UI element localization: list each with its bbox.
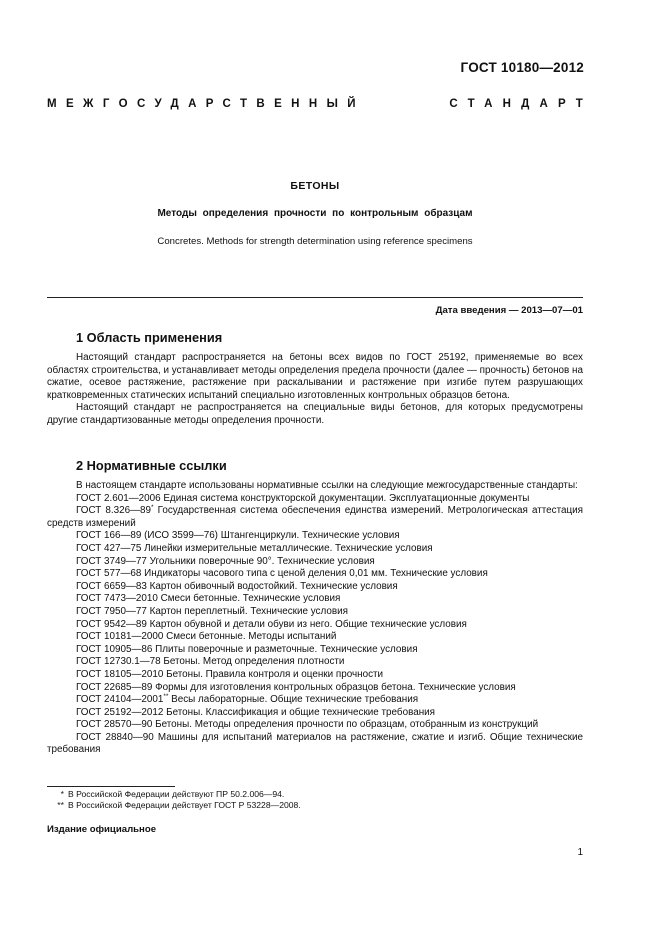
footnote [47, 789, 583, 800]
reference-code: ГОСТ 24104—2001 [76, 694, 164, 706]
footnote-mark: * [60, 789, 64, 799]
reference-item: ГОСТ 10905—86 Плиты поверочные и разметочные. Технические условия [76, 643, 418, 655]
footnote-divider [47, 786, 175, 787]
reference-title: Государственная система обеспечения единства измерений. Метрологическая аттестация средств измерений [47, 505, 584, 529]
reference-code: ГОСТ 8.326—89 [76, 505, 151, 517]
paragraph: Настоящий стандарт распространяется на бетоны всех видов по ГОСТ 25192, применяемые во всех областях строительства, и устанавливает методы определения предела прочности (далее — прочность) бетонов на сжатие, осевое растяжение, растяжение при раскалывании и растяжение при изгибе путем разрушающих кратковременных статических испытаний специально изготовленных контрольных образцов бетона. [47, 352, 583, 401]
footnote [47, 800, 583, 811]
reference-item: ГОСТ 166—89 (ИСО 3599—76) Штангенциркули. Технические условия [76, 530, 400, 542]
footnotes [47, 789, 583, 811]
interstate-word: МЕЖГОСУДАРСТВЕННЫЙ [47, 98, 365, 110]
reference-item: ГОСТ 22685—89 Формы для изготовления контрольных образцов бетона. Технические условия [76, 681, 516, 693]
section-scope [47, 330, 583, 428]
reference-item: ГОСТ 10181—2000 Смеси бетонные. Методы испытаний [76, 631, 337, 643]
official-edition-label: Издание официальное [47, 824, 157, 835]
footnote-text: В Российской Федерации действует ГОСТ Р 53228—2008. [68, 800, 301, 810]
reference-item: ГОСТ 427—75 Линейки измерительные металлические. Технические условия [76, 542, 433, 554]
interstate-standard-banner [47, 98, 593, 110]
standard-word: СТАНДАРТ [449, 98, 593, 110]
reference-item: ГОСТ 25192—2012 Бетоны. Классификация и общие технические требования [76, 706, 436, 718]
introduction-date: Дата введения — 2013—07—01 [435, 305, 583, 316]
reference-item: ГОСТ 2.601—2006 Единая система конструкторской документации. Эксплуатационные документы [76, 492, 530, 504]
reference-item: ГОСТ 28570—90 Бетоны. Методы определения прочности по образцам, отобранным из конструкций [76, 719, 539, 731]
section-heading: 2 Нормативные ссылки [76, 458, 227, 473]
reference-item: ГОСТ 3749—77 Угольники поверочные 90°. Технические условия [76, 555, 375, 567]
footnote-text: В Российской Федерации действуют ПР 50.2.006—94. [68, 789, 285, 799]
section-normative-references [47, 458, 583, 757]
english-title: Concretes. Methods for strength determination using reference specimens [157, 236, 473, 247]
reference-item: ГОСТ 9542—89 Картон обувной и детали обуви из него. Общие технические условия [76, 618, 467, 630]
footnote-mark: ** [163, 693, 169, 701]
page-number: 1 [577, 847, 583, 858]
reference-item: ГОСТ 577—68 Индикаторы часового типа с ценой деления 0,01 мм. Технические условия [76, 568, 488, 580]
reference-item [47, 505, 583, 530]
reference-item: ГОСТ 6659—83 Картон обивочный водостойкий. Технические условия [76, 580, 398, 592]
document-title: БЕТОНЫ [290, 180, 340, 192]
paragraph: В настоящем стандарте использованы нормативные ссылки на следующие межгосударственные стандарты: [76, 480, 578, 491]
reference-list [47, 493, 583, 757]
title-divider [47, 297, 583, 298]
gost-number: ГОСТ 10180—2012 [460, 60, 584, 75]
document-subtitle: Методы определения прочности по контрольным образцам [157, 208, 473, 219]
footnote-mark: ** [57, 800, 64, 810]
footnote-mark: * [151, 504, 154, 512]
section-heading: 1 Область применения [76, 330, 223, 345]
reference-item: ГОСТ 28840—90 Машины для испытаний материалов на растяжение, сжатие и изгиб. Общие технические требования [47, 731, 583, 756]
reference-item: ГОСТ 7473—2010 Смеси бетонные. Технические условия [76, 593, 341, 605]
reference-item: ГОСТ 18105—2010 Бетоны. Правила контроля и оценки прочности [76, 668, 384, 680]
paragraph: Настоящий стандарт не распространяется на специальные виды бетонов, для которых предусмотрены другие стандартизованные методы определения прочности. [47, 402, 583, 426]
reference-item: ГОСТ 12730.1—78 Бетоны. Метод определения плотности [76, 656, 345, 668]
reference-item [47, 694, 583, 707]
reference-title: Весы лабораторные. Общие технические требования [168, 694, 419, 706]
reference-item: ГОСТ 7950—77 Картон переплетный. Технические условия [76, 605, 348, 617]
